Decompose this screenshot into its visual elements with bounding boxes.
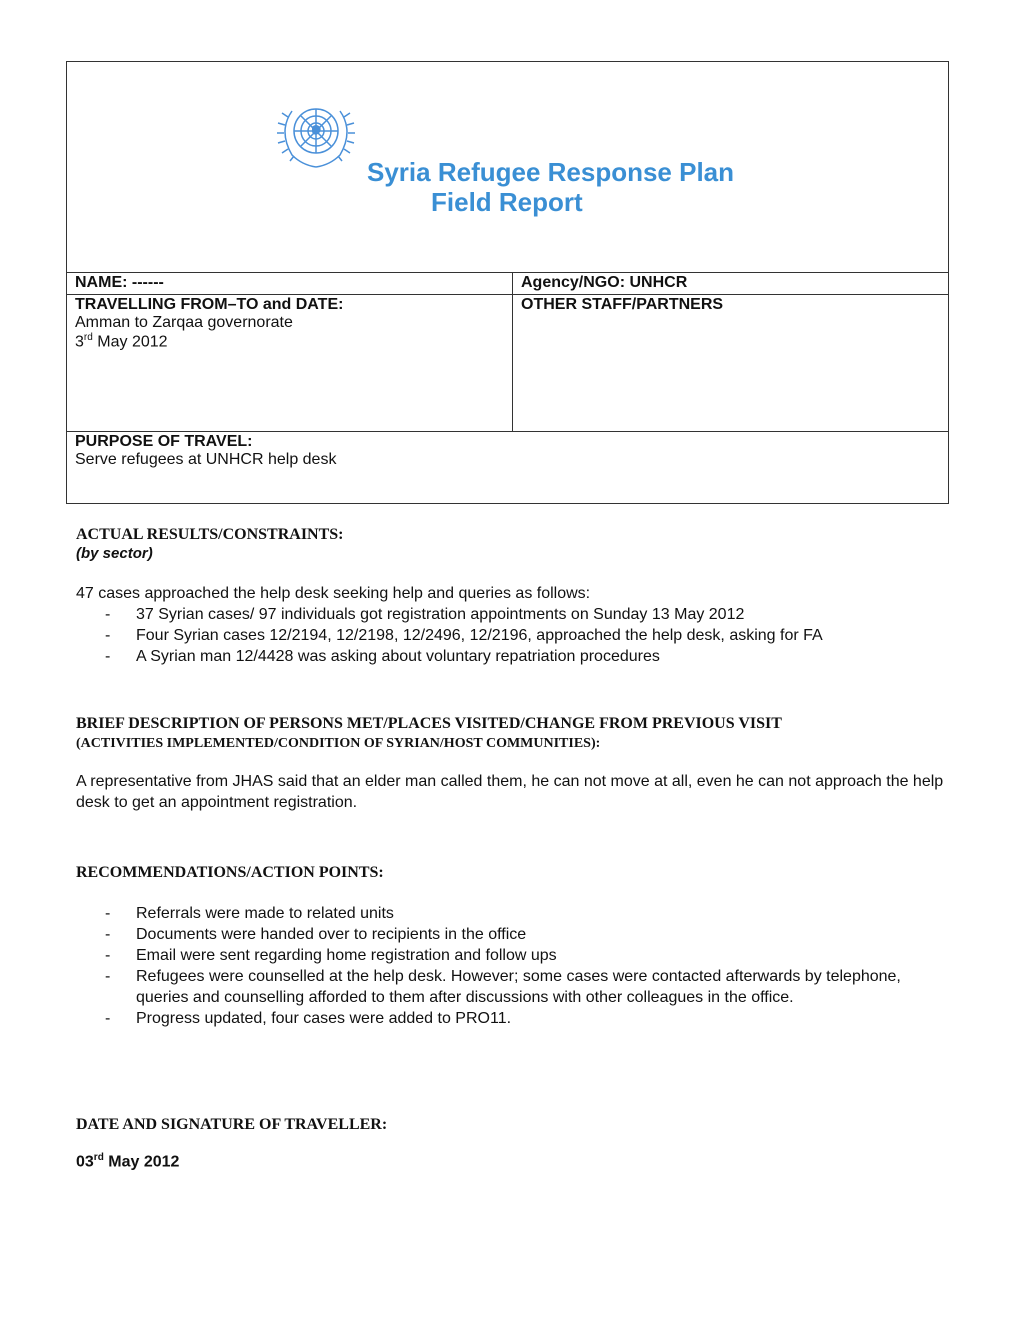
purpose-cell — [67, 432, 949, 504]
travel-label: TRAVELLING FROM–TO and DATE: — [75, 296, 344, 313]
recommendations-list — [76, 903, 946, 1029]
info-table — [66, 272, 949, 504]
purpose-value: Serve refugees at UNHCR help desk — [75, 451, 337, 468]
agency-value: UNHCR — [629, 274, 688, 291]
travel-route: Amman to Zarqaa governorate — [75, 314, 293, 331]
list-item: - 37 Syrian cases/ 97 individuals got registration appointments on Sunday 13 May 2012 — [76, 604, 946, 625]
list-item: - A Syrian man 12/4428 was asking about voluntary repatriation procedures — [76, 646, 946, 667]
agency-cell — [513, 273, 949, 295]
results-subheading: (by sector) — [76, 545, 153, 562]
description-section — [76, 715, 946, 813]
list-item: - Progress updated, four cases were added to PRO11. — [76, 1008, 946, 1029]
purpose-label: PURPOSE OF TRAVEL: — [75, 433, 253, 450]
agency-label: Agency/NGO: — [521, 274, 626, 291]
un-emblem-icon — [272, 95, 360, 173]
recommendations-section — [76, 864, 946, 1029]
staff-cell — [513, 295, 949, 432]
results-list — [76, 604, 946, 667]
signature-date: 03rd May 2012 — [76, 1152, 180, 1171]
description-text: A representative from JHAS said that an elder man called them, he can not move at all, even he can not approach the help desk to get an appointment registration. — [76, 773, 944, 811]
list-item: - Refugees were counselled at the help desk. However; some cases were contacted afterwards by telephone, queries and counselling afforded to them after discussions with other colleagues in the office. — [76, 966, 946, 1008]
list-item: - Email were sent regarding home registration and follow ups — [76, 945, 946, 966]
name-value: ------ — [131, 274, 164, 291]
list-item: - Four Syrian cases 12/2194, 12/2198, 12/2496, 12/2196, approached the help desk, asking for FA — [76, 625, 946, 646]
results-heading: ACTUAL RESULTS/CONSTRAINTS: — [76, 526, 344, 543]
report-subtitle: Field Report — [431, 187, 583, 217]
recommendations-heading: RECOMMENDATIONS/ACTION POINTS: — [76, 864, 384, 881]
results-intro: 47 cases approached the help desk seeking help and queries as follows: — [76, 585, 591, 602]
report-title: Syria Refugee Response Plan — [367, 157, 735, 187]
list-item: - Referrals were made to related units — [76, 903, 946, 924]
staff-label: OTHER STAFF/PARTNERS — [521, 296, 724, 313]
list-item: - Documents were handed over to recipients in the office — [76, 924, 946, 945]
travel-date: 3rd May 2012 — [75, 332, 168, 351]
description-subheading: (ACTIVITIES IMPLEMENTED/CONDITION OF SYRIAN/HOST COMMUNITIES): — [76, 736, 601, 751]
results-section — [76, 526, 946, 667]
signature-heading: DATE AND SIGNATURE OF TRAVELLER: — [76, 1116, 388, 1133]
description-heading: BRIEF DESCRIPTION OF PERSONS MET/PLACES VISITED/CHANGE FROM PREVIOUS VISIT — [76, 715, 782, 732]
travel-cell — [67, 295, 513, 432]
signature-section — [76, 1116, 946, 1171]
name-cell — [67, 273, 513, 295]
name-label: NAME: — [75, 274, 128, 291]
